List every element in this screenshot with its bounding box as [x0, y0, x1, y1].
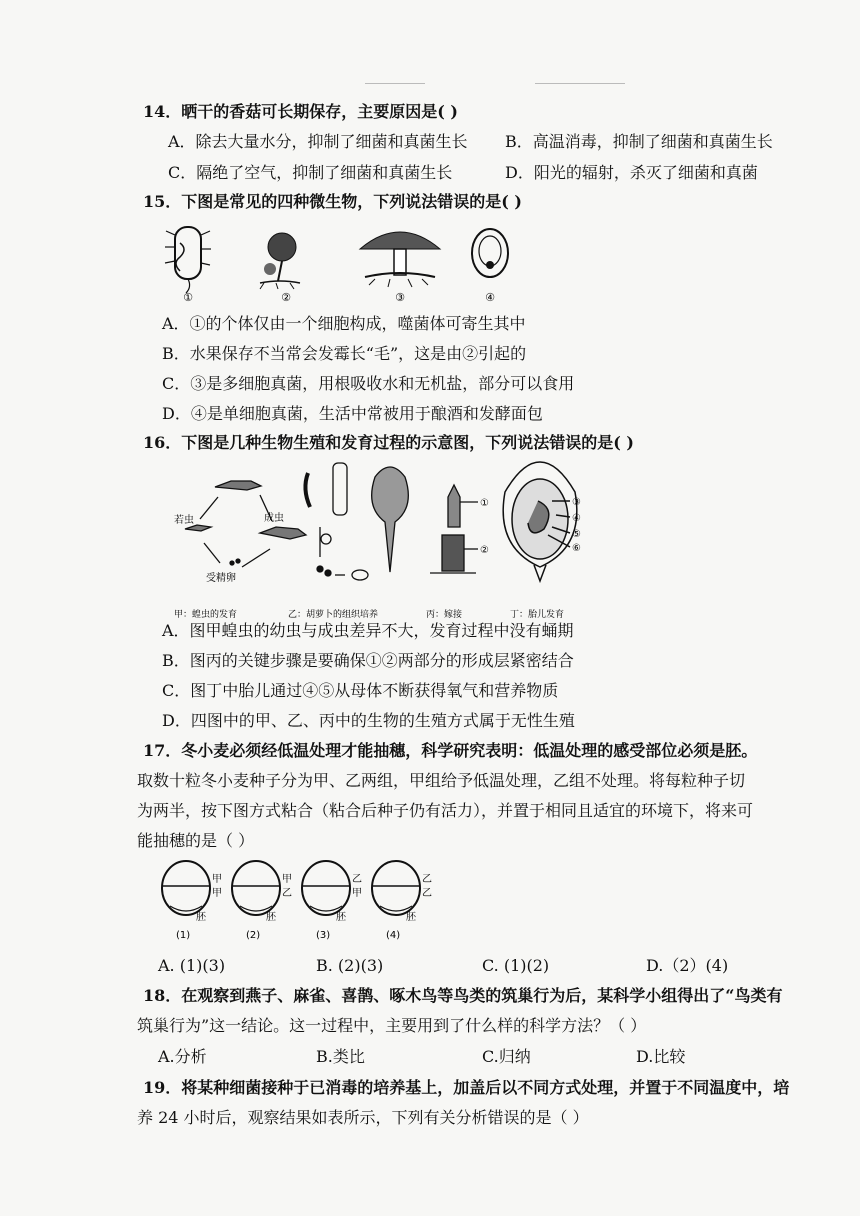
seed-diagram — [302, 861, 362, 941]
q18-line2: 筑巢行为”这一结论。这一过程中，主要用到了什么样的科学方法？（ ） — [137, 1016, 647, 1035]
q18-option-c: C.归纳 — [482, 1047, 531, 1066]
fig-label-1: ① — [183, 291, 193, 304]
seed-number-label: (1) — [176, 930, 191, 941]
fig-n5: ⑤ — [572, 529, 581, 540]
q16-option-b: B．图丙的关键步骤是要确保①②两部分的形成层紧密结合 — [162, 651, 574, 670]
seed-bottom-label: 甲 — [212, 888, 222, 899]
embryo-label: 胚 — [336, 912, 346, 923]
q18-option-b: B.类比 — [316, 1047, 365, 1066]
cap-bing: 丙：嫁接 — [426, 610, 463, 620]
yeast-drawing — [472, 229, 508, 277]
embryo-region — [380, 906, 412, 911]
fig-n3: ③ — [572, 497, 581, 508]
embryo-label: 胚 — [196, 912, 206, 923]
q17-line4: 能抽穗的是（ ） — [137, 831, 255, 850]
q16-option-d: D．四图中的甲、乙、丙中的生物的生殖方式属于无性生殖 — [162, 711, 575, 730]
grafting-drawing — [430, 485, 478, 573]
seed-top-label: 甲 — [282, 874, 292, 885]
q14-stem: 14．晒干的香菇可长期保存，主要原因是( ) — [143, 102, 458, 121]
q19-line2: 养 24 小时后，观察结果如表所示，下列有关分析错误的是（ ） — [137, 1108, 589, 1127]
seed-diagram — [232, 861, 292, 941]
fetus-drawing — [503, 462, 577, 581]
q17-line1: 17．冬小麦必须经低温处理才能抽穗，科学研究表明：低温处理的感受部位必须是胚。 — [143, 741, 758, 760]
seed-figure — [158, 858, 448, 944]
mushroom-drawing — [360, 232, 440, 287]
q17-line2: 取数十粒冬小麦种子分为甲、乙两组，甲组给予低温处理，乙组不处理。将每粒种子切 — [137, 771, 746, 790]
q16-option-a: A．图甲蝗虫的幼虫与成虫差异不大，发育过程中没有蛹期 — [162, 621, 574, 640]
cap-ding: 丁：胎儿发育 — [510, 610, 565, 620]
fig-egg: 受精卵 — [206, 573, 236, 584]
q15-option-b: B．水果保存不当常会发霉长“毛”，这是由②引起的 — [162, 344, 527, 363]
mold-drawing — [260, 233, 300, 289]
seed-outline — [372, 861, 420, 915]
q17-line3: 为两半，按下图方式粘合（粘合后种子仍有活力），并置于相同且适宜的环境下，将来可 — [137, 801, 754, 820]
reproduction-figure — [160, 457, 600, 622]
microbes-figure — [160, 215, 530, 305]
fig-n2: ② — [480, 545, 489, 556]
seed-number-label: (2) — [246, 930, 261, 941]
seed-outline — [162, 861, 210, 915]
fig-n1: ① — [480, 498, 489, 509]
embryo-label: 胚 — [266, 912, 276, 923]
q16-stem: 16．下图是几种生物生殖和发育过程的示意图，下列说法错误的是( ) — [143, 433, 634, 452]
carrot-culture-drawing — [305, 463, 408, 580]
q15-stem: 15．下图是常见的四种微生物，下列说法错误的是( ) — [143, 192, 522, 211]
seed-top-label: 乙 — [352, 874, 362, 885]
fig-n6: ⑥ — [572, 543, 581, 554]
embryo-label: 胚 — [406, 912, 416, 923]
q17-option-a: A. (1)(3) — [158, 956, 226, 975]
q14-option-d: D．阳光的辐射，杀灭了细菌和真菌 — [505, 163, 758, 182]
fig-n4: ④ — [572, 513, 581, 524]
fig-adult: 成虫 — [264, 513, 284, 524]
seed-top-label: 甲 — [212, 874, 222, 885]
q17-option-d: D.（2）(4) — [646, 956, 729, 975]
fig-nymph: 若虫 — [174, 515, 194, 526]
q14-option-a: A．除去大量水分，抑制了细菌和真菌生长 — [168, 132, 468, 151]
q16-option-c: C．图丁中胎儿通过④⑤从母体不断获得氧气和营养物质 — [162, 681, 559, 700]
q14-option-c: C．隔绝了空气，抑制了细菌和真菌生长 — [168, 163, 453, 182]
seed-bottom-label: 乙 — [422, 888, 432, 899]
embryo-region — [240, 906, 272, 911]
q18-option-a: A.分析 — [158, 1047, 207, 1066]
q17-option-b: B. (2)(3) — [316, 956, 384, 975]
seed-outline — [302, 861, 350, 915]
seed-bottom-label: 乙 — [282, 888, 292, 899]
fig-label-3: ③ — [395, 291, 405, 304]
q17-option-c: C. (1)(2) — [482, 956, 550, 975]
seed-outline — [232, 861, 280, 915]
top-divider — [365, 83, 425, 84]
seed-diagram — [162, 861, 222, 941]
embryo-region — [310, 906, 342, 911]
seed-number-label: (3) — [316, 930, 331, 941]
seed-number-label: (4) — [386, 930, 401, 941]
cap-yi: 乙：胡萝卜的组织培养 — [288, 610, 379, 620]
seed-bottom-label: 甲 — [352, 888, 362, 899]
q15-option-a: A．①的个体仅由一个细胞构成，噬菌体可寄生其中 — [162, 314, 526, 333]
q18-line1: 18．在观察到燕子、麻雀、喜鹊、啄木鸟等鸟类的筑巢行为后，某科学小组得出了“鸟类有 — [143, 986, 783, 1005]
q15-option-c: C．③是多细胞真菌，用根吸收水和无机盐，部分可以食用 — [162, 374, 575, 393]
seed-top-label: 乙 — [422, 874, 432, 885]
q15-option-d: D．④是单细胞真菌，生活中常被用于酿酒和发酵面包 — [162, 404, 543, 423]
locust-cycle-drawing — [185, 481, 306, 567]
cap-jia: 甲：蝗虫的发育 — [174, 610, 238, 620]
fig-label-2: ② — [281, 291, 291, 304]
seed-diagram — [372, 861, 432, 941]
embryo-region — [170, 906, 202, 911]
q19-line1: 19．将某种细菌接种于已消毒的培养基上，加盖后以不同方式处理，并置于不同温度中，培 — [143, 1078, 790, 1097]
q18-option-d: D.比较 — [636, 1047, 686, 1066]
top-divider — [535, 83, 625, 84]
q14-option-b: B．高温消毒，抑制了细菌和真菌生长 — [505, 132, 773, 151]
bacterium-drawing — [165, 227, 211, 293]
fig-label-4: ④ — [485, 291, 495, 304]
